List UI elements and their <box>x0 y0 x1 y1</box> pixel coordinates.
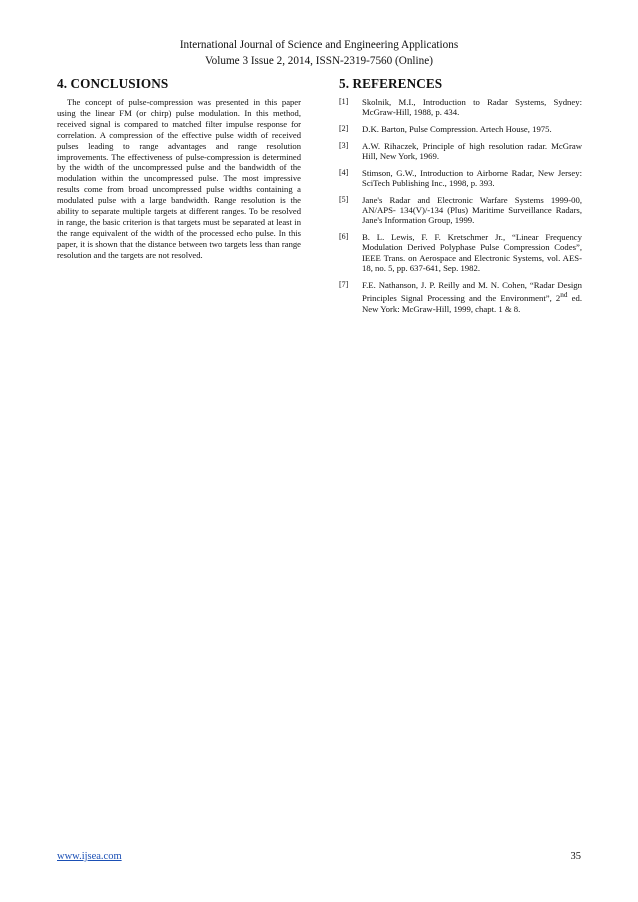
reference-item <box>339 232 582 274</box>
reference-text: A.W. Rihaczek, Principle of high resolution radar. McGraw Hill, New York, 1969. <box>362 140 582 161</box>
journal-header <box>0 38 638 69</box>
reference-number: [1] <box>339 97 349 106</box>
reference-item <box>339 168 582 189</box>
reference-text-start: F.E. Nathanson, J. P. Reilly and M. N. Cohen, “Radar Design Principles Signal Processing and the Environment”, 2 <box>362 279 582 304</box>
page-number: 35 <box>570 851 581 862</box>
reference-item <box>339 195 582 226</box>
conclusions-heading: 4. CONCLUSIONS <box>57 76 169 91</box>
conclusions-paragraph: The concept of pulse-compression was presented in this paper using the linear FM (or chirp) pulse modulation. In this method, received signal is compared to matched filter impulse response for correlation. A compression of the effective pulse width of received pulses leading to range advantages and range resolution improvements. The effectiveness of pulse-compression is determined by the width of the uncompressed pulse and the bandwidth of the modulation within the uncompressed pulse. The most impressive results come from broad uncompressed pulse widths containing a modulated pulse with a large bandwidth. Range resolution is the ability to separate multiple targets at different ranges. To be resolved in range, the basic criterion is that targets must be separated at least in the range equivalent of the width of the processed echo pulse. In this paper, it is shown that the distance between two targets less than range resolution and the targets are not resolved. <box>57 97 301 260</box>
reference-item <box>339 97 582 118</box>
journal-website-link[interactable]: www.ijsea.com <box>57 851 122 862</box>
reference-item <box>339 124 582 134</box>
reference-number: [6] <box>339 232 349 241</box>
reference-number: [3] <box>339 140 349 150</box>
page-footer <box>57 851 581 862</box>
ordinal-superscript: nd <box>560 291 568 300</box>
reference-number: [2] <box>339 124 349 133</box>
journal-title: International Journal of Science and Engineering Applications <box>179 39 459 51</box>
references-list <box>339 97 582 314</box>
reference-text: B. L. Lewis, F. F. Kretschmer Jr., “Linear Frequency Modulation Derived Polyphase Pulse Compression Codes”, IEEE Trans. on Aerospace and Electronic Systems, vol. AES-18, no. 5, pp. 637-641, Sep. 1982. <box>362 232 582 274</box>
reference-text <box>362 280 582 314</box>
reference-item <box>339 141 582 162</box>
reference-text: Skolnik, M.I., Introduction to Radar Systems, Sydney: McGraw-Hill, 1988, p. 434. <box>362 97 582 118</box>
reference-text: D.K. Barton, Pulse Compression. Artech House, 1975. <box>362 124 552 134</box>
reference-number: [7] <box>339 279 349 289</box>
reference-item <box>339 280 582 314</box>
references-section <box>339 76 582 320</box>
reference-text-end: ed. New York: McGraw-Hill, 1999, chapt. 1 & 8. <box>362 293 582 314</box>
reference-number: [5] <box>339 194 349 204</box>
journal-volume-issn: Volume 3 Issue 2, 2014, ISSN-2319-7560 (Online) <box>205 54 433 67</box>
reference-text: Stimson, G.W., Introduction to Airborne Radar, New Jersey: SciTech Publishing Inc., 1998, p. 393. <box>362 167 582 188</box>
conclusions-section <box>57 76 301 261</box>
reference-text: Jane's Radar and Electronic Warfare Systems 1999-00, AN/APS- 134(V)/-134 (Plus) Maritime Surveillance Radars, Jane's Information Group, 1999. <box>362 194 582 226</box>
reference-number: [4] <box>339 167 349 177</box>
references-heading: 5. REFERENCES <box>339 76 443 91</box>
